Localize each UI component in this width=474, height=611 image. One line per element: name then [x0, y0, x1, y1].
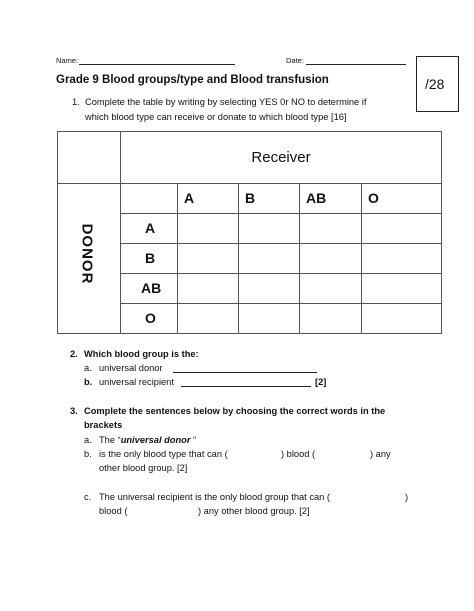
- cell-b-a[interactable]: [178, 244, 239, 274]
- q3b-line2: other blood group. [2]: [99, 463, 188, 473]
- date-field[interactable]: [306, 64, 406, 65]
- q2b-text: universal recipient: [99, 377, 174, 387]
- table-corner-cell: [58, 132, 121, 184]
- cell-ab-o[interactable]: [362, 274, 442, 304]
- q3b-part2: ) blood (: [281, 449, 316, 459]
- q3-text-line2: brackets: [84, 420, 123, 430]
- q2-number: 2.: [70, 349, 78, 359]
- cell-b-o[interactable]: [362, 244, 442, 274]
- blood-transfusion-table: [57, 131, 442, 334]
- q2a-text: universal donor: [99, 363, 163, 373]
- name-field[interactable]: [79, 64, 235, 65]
- col-header-o: [362, 184, 442, 214]
- row-o-label: O: [145, 309, 156, 326]
- date-label: Date:: [286, 56, 304, 65]
- q2-text: Which blood group is the:: [84, 349, 199, 359]
- header-empty-cell: [121, 184, 178, 214]
- cell-a-ab[interactable]: [300, 214, 362, 244]
- q3c-part1: The universal recipient is the only blood group that can (: [99, 492, 331, 502]
- cell-a-o[interactable]: [362, 214, 442, 244]
- col-b-label: B: [245, 189, 256, 206]
- col-header-a: [178, 184, 239, 214]
- q3-number: 3.: [70, 406, 78, 416]
- cell-a-a[interactable]: [178, 214, 239, 244]
- col-header-b: [239, 184, 300, 214]
- cell-o-a[interactable]: [178, 304, 239, 334]
- q3b-part3: ) any: [370, 449, 391, 459]
- cell-o-o[interactable]: [362, 304, 442, 334]
- col-a-label: A: [184, 189, 195, 206]
- cell-ab-a[interactable]: [178, 274, 239, 304]
- q3c-part2: ): [405, 492, 409, 502]
- q2b-marks: [2]: [315, 377, 327, 387]
- q1-text-line2: which blood type can receive or donate to which blood type [16]: [85, 112, 347, 122]
- q2a-answer-line[interactable]: [173, 372, 317, 373]
- cell-b-b[interactable]: [239, 244, 300, 274]
- q3c-line2-part1: blood (: [99, 506, 128, 516]
- q3c-line2-part2: ) any other blood group. [2]: [198, 506, 310, 516]
- cell-o-ab[interactable]: [300, 304, 362, 334]
- row-a-label: A: [145, 219, 156, 236]
- q3a-suffix: “: [190, 435, 197, 445]
- col-o-label: O: [368, 189, 379, 206]
- q3a-emphasis: universal donor: [120, 435, 191, 445]
- name-label: Name:: [56, 56, 79, 65]
- row-b-label: B: [145, 249, 156, 266]
- row-header-b: [121, 244, 178, 274]
- score-total: /28: [425, 76, 445, 92]
- row-header-o: [121, 304, 178, 334]
- col-header-ab: [300, 184, 362, 214]
- score-box: [416, 56, 459, 112]
- worksheet-title: Grade 9 Blood groups/type and Blood transfusion: [56, 74, 329, 86]
- q3c-label: c.: [84, 492, 92, 502]
- cell-b-ab[interactable]: [300, 244, 362, 274]
- q1-text-line1: Complete the table by writing by selecting YES 0r NO to determine if: [85, 97, 367, 107]
- col-ab-label: AB: [306, 189, 327, 206]
- cell-ab-b[interactable]: [239, 274, 300, 304]
- q3-text-line1: Complete the sentences below by choosing the correct words in the: [84, 406, 386, 416]
- cell-a-b[interactable]: [239, 214, 300, 244]
- q2b-answer-line[interactable]: [181, 386, 311, 387]
- row-header-a: [121, 214, 178, 244]
- cell-o-b[interactable]: [239, 304, 300, 334]
- receiver-label: Receiver: [251, 148, 311, 166]
- q2b-label: b.: [84, 377, 93, 387]
- q3a-prefix: The “: [99, 435, 121, 445]
- q3a-label: a.: [84, 435, 92, 445]
- cell-ab-ab[interactable]: [300, 274, 362, 304]
- q1-number: 1.: [72, 97, 80, 107]
- q3a-sentence: [99, 433, 196, 448]
- q3b-part1: is the only blood type that can (: [99, 449, 228, 459]
- q3b-label: b.: [84, 449, 92, 459]
- q2a-label: a.: [84, 363, 92, 373]
- receiver-header: [121, 132, 442, 184]
- donor-label: DONOR: [78, 223, 96, 285]
- row-ab-label: AB: [141, 279, 162, 296]
- row-header-ab: [121, 274, 178, 304]
